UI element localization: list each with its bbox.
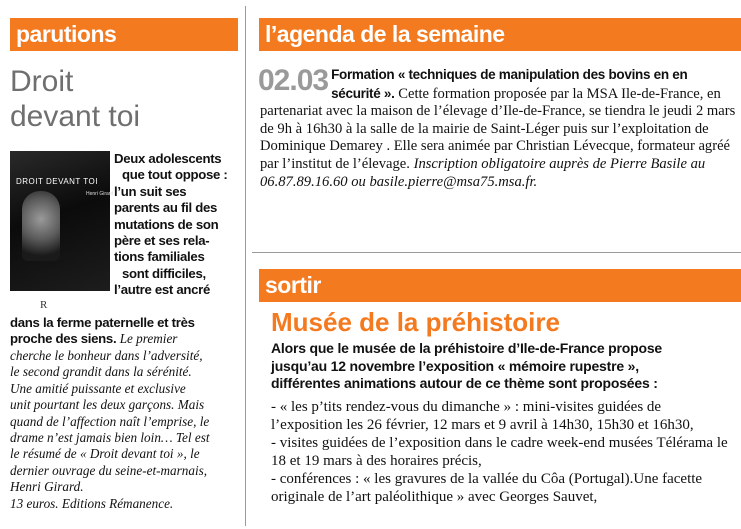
summary-line: drame n’est jamais bien loin… Tel est — [10, 430, 210, 446]
event-item: - « les p’tits rendez-vous du dimanche » : mini-visites guidées de l’exposition les 26 février, 12 mars et 9 avril à 14h30, 15h30 et 16h30, — [271, 399, 694, 433]
book-intro-continued — [10, 315, 240, 348]
intro-inline-row — [10, 331, 240, 347]
summary-line: le second grandit dans la sérénité. — [10, 364, 192, 380]
intro-line: dans la ferme paternelle et très — [10, 315, 195, 330]
intro-line: sont difficiles, — [122, 265, 206, 281]
intro-line: parents au fil des — [114, 200, 218, 216]
summary-line: le résumé de « Droit devant toi », le — [10, 446, 200, 462]
event-item: - conférences : « les gravures de la vallée du Côa (Portugal).Une facette originale de l’art paléolithique » avec Georges Sauvet, — [271, 471, 703, 505]
intro-line: l’autre est ancré — [114, 282, 211, 298]
agenda-lead: Formation « techniques de manipulation des bovins en en sécurité ». — [331, 67, 688, 101]
agenda-date: 02.03 — [258, 64, 329, 97]
agenda-header-text: l’agenda de la semaine — [265, 21, 505, 47]
cover-face — [22, 191, 60, 261]
summary-line: cherche le bonheur dans l’adversité, — [10, 348, 203, 363]
event-lead-line: différentes animations autour de ce thème sont proposées : — [271, 375, 658, 391]
intro-line: proche des siens. — [10, 331, 117, 347]
intro-line: père et ses rela- — [114, 233, 210, 249]
event-lead — [271, 340, 733, 393]
event-list — [271, 398, 735, 506]
sortir-header-text: sortir — [265, 272, 321, 298]
book-summary — [10, 348, 238, 512]
parutions-header — [10, 18, 238, 51]
parutions-header-text: parutions — [16, 21, 117, 47]
sortir-header — [259, 269, 741, 302]
intro-line: tions familiales — [114, 249, 205, 265]
agenda-header — [259, 18, 741, 51]
book-intro — [114, 151, 242, 299]
agenda-body: Cette formation proposée par la MSA Ile-de-France, en partenariat avec la maison de l’élevage d’Ile-de-France, se tiendra le jeudi 2 mars de 9h à 16h30 à la salle de la mairie de Saint-Léger puis sur l’exploitation de Dominique Demarey . Elle sera animée par Christian Lévecque, formateur agréé par l’institut de l’élevage. — [260, 85, 736, 172]
cover-author: Henri Girard — [86, 191, 114, 197]
intro-line: Deux adolescents — [114, 151, 222, 166]
book-cover-image — [10, 151, 114, 319]
summary-line: Henri Girard. — [10, 479, 84, 495]
summary-line: quand de l’affection naît l’emprise, le — [10, 413, 210, 429]
book-title — [10, 64, 230, 134]
intro-line: mutations de son — [114, 216, 219, 232]
summary-line: unit pourtant les deux garçons. Mais — [10, 397, 205, 413]
agenda-entry — [260, 66, 738, 191]
book-title-line-2: devant toi — [10, 100, 141, 133]
summary-line: dernier ouvrage du seine-et-marnais, — [10, 462, 208, 478]
event-lead-line: Alors que le musée de la préhistoire d’Ile-de-France propose — [271, 340, 662, 356]
agenda-note: Inscription obligatoire auprès de Pierre Basile au 06.87.89.16.60 ou basile.pierre@msa75.msa.fr. — [260, 155, 706, 190]
intro-line: l’un suit ses — [114, 183, 187, 199]
book-title-line-1: Droit — [10, 65, 74, 98]
intro-italic-inline: Le premier — [119, 331, 178, 347]
column-divider — [245, 6, 246, 526]
event-lead-line: jusqu’au 12 novembre l’exposition « mémoire rupestre », — [271, 357, 639, 374]
cover-publisher-logo: R — [40, 299, 48, 311]
summary-line: Une amitié puissante et exclusive — [10, 380, 186, 396]
intro-line: que tout oppose : — [122, 167, 228, 183]
event-title: Musée de la préhistoire — [271, 307, 560, 337]
section-divider — [252, 252, 741, 253]
event-item: - visites guidées de l’exposition dans le cadre week-end musées Télérama le 18 et 19 mars à des horaires précis, — [271, 435, 728, 469]
cover-title: DROIT DEVANT TOI — [16, 177, 98, 186]
price-publisher-line: 13 euros. Editions Rémanence. — [10, 495, 174, 511]
